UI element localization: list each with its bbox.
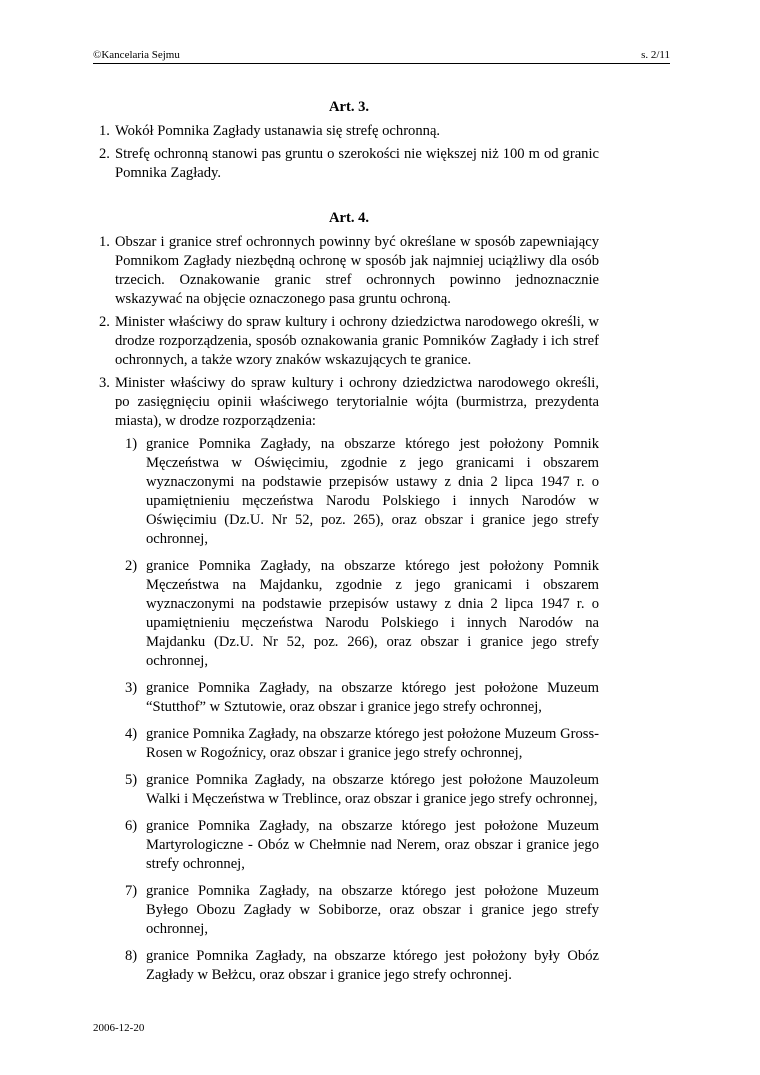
art4-subitem-list [125,435,599,985]
subitem-text: granice Pomnika Zagłady, na obszarze którego jest położone Muzeum Byłego Obozu Zagłady w Sobiborze, oraz obszar i granice jego strefy ochronnej, [146,883,599,937]
item-text: Strefę ochronną stanowi pas gruntu o szerokości nie większej niż 100 m od granic Pomnika Zagłady. [115,146,599,181]
item-number: 1. [99,234,110,250]
subitem-number: 7) [125,883,138,899]
subitem-number: 3) [125,680,138,696]
item-text: Minister właściwy do spraw kultury i ochrony dziedzictwa narodowego określi, po zasięgnięciu opinii właściwego terytorialnie wójta (burmistrza, prezydenta miasta), w drodze rozporządzenia: [115,375,599,429]
art4-subitem-4 [125,725,599,763]
item-text: Obszar i granice stref ochronnych powinny być określane w sposób zapewniający Pomnikom Zagłady niezbędną ochronę w sposób jak najmniej uciążliwy dla osób trzecich. Oznakowanie granic stref ochronnych powinno jednoznacznie wskazywać na objęcie oznaczonego pasa gruntu ochroną. [115,234,599,307]
subitem-number: 5) [125,772,138,788]
subitem-text: granice Pomnika Zagłady, na obszarze którego jest położony Pomnik Męczeństwa na Majdanku, zgodnie z jego granicami i obszarem wyznaczonymi na podstawie przepisów ustawy z dnia 2 lipca 1947 r. o upamiętnieniu męczeństwa Narodu Polskiego i innych Narodów na Majdanku (Dz.U. Nr 52, poz. 266), oraz obszar i granice jego strefy ochronnej, [146,558,599,669]
art4-item-2 [99,313,599,370]
art4-subitem-1 [125,435,599,549]
art4-subitem-8 [125,947,599,985]
article-3-title: Art. 3. [328,99,370,115]
subitem-text: granice Pomnika Zagłady, na obszarze którego jest położone Mauzoleum Walki i Męczeństwa w Treblince, oraz obszar i granice jego strefy ochronnej, [146,772,599,807]
art3-item-1 [99,122,599,141]
art4-subitem-2 [125,557,599,671]
art3-item-2 [99,145,599,183]
art4-subitem-5 [125,771,599,809]
art4-item-3 [99,374,599,431]
item-number: 2. [99,146,110,162]
document-body [99,98,599,993]
subitem-number: 1) [125,436,138,452]
article-4-title: Art. 4. [328,210,370,226]
art4-item-1 [99,233,599,309]
header-page-number: s. 2/11 [641,49,670,61]
art4-subitem-3 [125,679,599,717]
subitem-number: 4) [125,726,138,742]
art4-subitem-6 [125,817,599,874]
item-number: 3. [99,375,110,391]
header-publisher: ©Kancelaria Sejmu [93,49,180,61]
item-text: Wokół Pomnika Zagłady ustanawia się strefę ochronną. [115,123,441,139]
subitem-text: granice Pomnika Zagłady, na obszarze którego jest położone Muzeum “Stutthof” w Sztutowie, oraz obszar i granice jego strefy ochronnej, [146,680,599,715]
page-header [93,48,670,64]
subitem-text: granice Pomnika Zagłady, na obszarze którego jest położone Muzeum Gross-Rosen w Rogoźnicy, oraz obszar i granice jego strefy ochronnej, [146,726,599,761]
subitem-number: 2) [125,558,138,574]
art4-subitem-7 [125,882,599,939]
item-text: Minister właściwy do spraw kultury i ochrony dziedzictwa narodowego określi, w drodze rozporządzenia, sposób oznakowania granic Pomników Zagłady i ich stref ochronnych, a także wzory znaków wskazujących te granice. [115,314,599,368]
subitem-number: 8) [125,948,138,964]
item-number: 1. [99,123,110,139]
page-footer-date: 2006-12-20 [93,1022,145,1034]
subitem-text: granice Pomnika Zagłady, na obszarze którego jest położone Muzeum Martyrologiczne - Obóz w Chełmnie nad Nerem, oraz obszar i granice jego strefy ochronnej, [146,818,599,872]
subitem-number: 6) [125,818,138,834]
item-number: 2. [99,314,110,330]
subitem-text: granice Pomnika Zagłady, na obszarze którego jest położony Pomnik Męczeństwa w Oświęcimiu, zgodnie z jego granicami i obszarem wyznaczonymi na podstawie przepisów ustawy z dnia 2 lipca 1947 r. o upamiętnieniu męczeństwa Narodu Polskiego i innych Narodów w Oświęcimiu (Dz.U. Nr 52, poz. 265), oraz obszar i granice jego strefy ochronnej, [146,436,599,547]
subitem-text: granice Pomnika Zagłady, na obszarze którego jest położony były Obóz Zagłady w Bełżcu, oraz obszar i granice jego strefy ochronnej. [146,948,599,983]
